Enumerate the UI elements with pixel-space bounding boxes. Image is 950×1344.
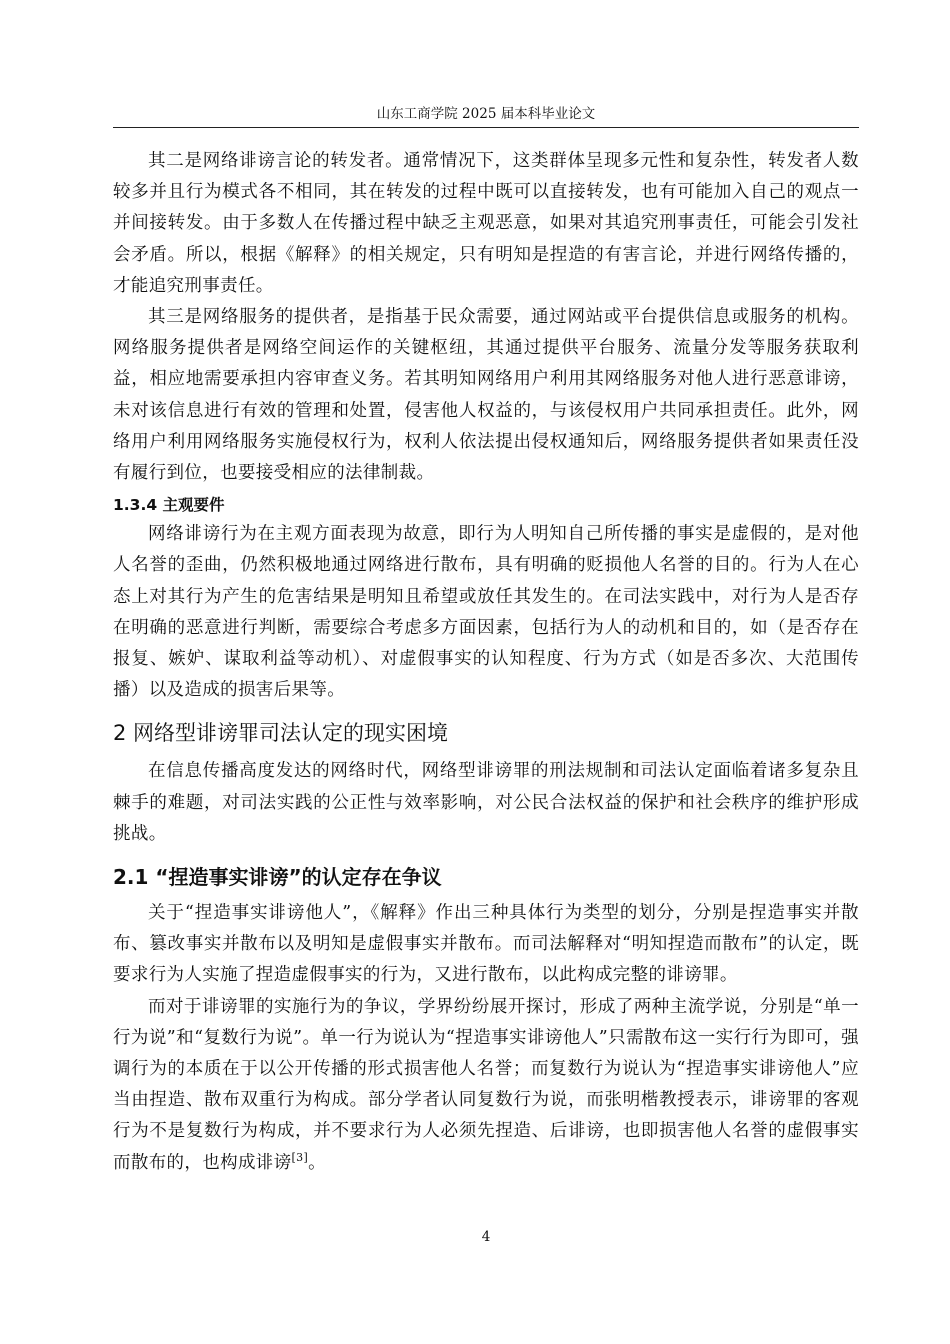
paragraph-doctrine-end: 。 [308,1152,326,1173]
paragraph-doctrine-text: 而对于诽谤罪的实施行为的争议，学界纷纷展开探讨，形成了两种主流学说，分别是“单一行为说”和“复数行为说”。单一行为说认为“捏造事实诽谤他人”只需散布这一实行行为即可，强调行为的本质在于以公开传播的形式损害他人名誉；而复数行为说认为“捏造事实诽谤他人”应当由捏造、散布双重行为构成。部分学者认同复数行为说，而张明楷教授表示，诽谤罪的客观行为不是复数行为构成，并不要求行为人必须先捏造、后诽谤，也即损害他人名誉的虚假事实而散布的，也构成诽谤 [113,996,859,1173]
running-header: 山东工商学院 2025 届本科毕业论文 [376,106,596,122]
header-divider [113,127,859,128]
heading-section-2: 2 网络型诽谤罪司法认定的现实困境 [113,721,449,746]
paragraph-subjective-element: 网络诽谤行为在主观方面表现为故意，即行为人明知自己所传播的事实是虚假的，是对他人名誉的歪曲，仍然积极地通过网络进行散布，具有明确的贬损他人名誉的目的。行为人在心态上对其行为产生的危害结果是明知且希望或放任其发生的。在司法实践中，对行为人是否存在明确的恶意进行判断，需要综合考虑多方面因素，包括行为人的动机和目的，如（是否存在报复、嫉妒、谋取利益等动机）、对虚假事实的认知程度、行为方式（如是否多次、大范围传播）以及造成的损害后果等。 [113,524,859,701]
citation-marker[interactable]: [3] [291,1150,309,1164]
paragraph-section-2-intro: 在信息传播高度发达的网络时代，网络型诽谤罪的刑法规制和司法认定面临着诸多复杂且棘手的难题，对司法实践的公正性与效率影响，对公民合法权益的保护和社会秩序的维护形成挑战。 [113,761,859,844]
page-number: 4 [481,1229,491,1245]
paragraph-service-providers: 其三是网络服务的提供者，是指基于民众需要，通过网站或平台提供信息或服务的机构。网络服务提供者是网络空间运作的关键枢纽，其通过提供平台服务、流量分发等服务获取利益，相应地需要承担内容审查义务。若其明知网络用户利用其网络服务对他人进行恶意诽谤，未对该信息进行有效的管理和处置，侵害他人权益的，与该侵权用户共同承担责任。此外，网络用户利用网络服务实施侵权行为，权利人依法提出侵权通知后，网络服务提供者如果责任没有履行到位，也要接受相应的法律制裁。 [113,307,859,484]
page-content [113,146,859,1179]
heading-1-3-4: 1.3.4 主观要件 [113,496,225,515]
heading-2-1: 2.1 “捏造事实诽谤”的认定存在争议 [113,865,442,890]
paragraph-fabrication-types: 关于“捏造事实诽谤他人”，《解释》作出三种具体行为类型的划分，分别是捏造事实并散布、篡改事实并散布以及明知是虚假事实并散布。而司法解释对“明知捏造而散布”的认定，既要求行为人实施了捏造虚假事实的行为，又进行散布，以此构成完整的诽谤罪。 [113,903,859,986]
paragraph-doctrine-debate [113,992,859,1179]
paragraph-forwarders: 其二是网络诽谤言论的转发者。通常情况下，这类群体呈现多元性和复杂性，转发者人数较多并且行为模式各不相同，其在转发的过程中既可以直接转发，也有可能加入自己的观点一并间接转发。由于多数人在传播过程中缺乏主观恶意，如果对其追究刑事责任，可能会引发社会矛盾。所以，根据《解释》的相关规定，只有明知是捏造的有害言论，并进行网络传播的，才能追究刑事责任。 [113,151,859,296]
